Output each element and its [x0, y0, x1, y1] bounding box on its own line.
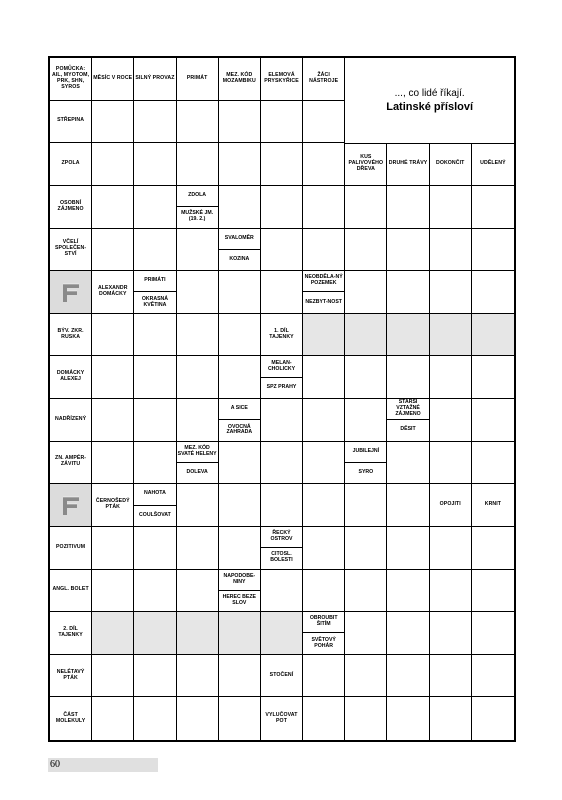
clue-top: SVALOMĚR: [219, 229, 260, 250]
answer-cell[interactable]: [430, 356, 472, 399]
answer-cell[interactable]: [134, 399, 176, 442]
answer-cell[interactable]: [134, 655, 176, 698]
answer-cell[interactable]: [303, 314, 345, 357]
answer-cell[interactable]: [303, 101, 345, 144]
answer-cell[interactable]: [472, 442, 514, 485]
answer-cell[interactable]: [177, 356, 219, 399]
answer-cell[interactable]: [92, 442, 134, 485]
clue-kus-paliv: KUS PALIVOVÉHO DŘEVA: [345, 143, 387, 186]
clue-vylucovat-pot: VYLUČOVAT POT: [261, 697, 303, 740]
clue-bottom: SYRO: [358, 469, 374, 476]
clue-angl-bolet: ANGL. BOLET: [50, 570, 92, 613]
answer-cell[interactable]: [261, 229, 303, 272]
answer-cell[interactable]: [472, 612, 514, 655]
header-zaci: ŽÁCI NÁSTROJE: [303, 58, 345, 101]
answer-cell[interactable]: [387, 697, 429, 740]
answer-cell[interactable]: [177, 314, 219, 357]
corner-logo-icon: [50, 271, 92, 314]
answer-cell[interactable]: [134, 697, 176, 740]
answer-cell[interactable]: [219, 697, 261, 740]
answer-cell[interactable]: [219, 143, 261, 186]
answer-cell[interactable]: [261, 484, 303, 527]
clue-nadrizeny: NADŘÍZENÝ: [50, 399, 92, 442]
clue-jubilejni-syro: [345, 442, 387, 485]
answer-cell[interactable]: [387, 655, 429, 698]
clue-bottom: CITOSL. BOLESTI: [270, 551, 293, 564]
clue-bottom: OKRASNÁ KVĚTINA: [141, 295, 169, 308]
answer-cell[interactable]: [134, 527, 176, 570]
answer-cell[interactable]: [345, 271, 387, 314]
answer-cell[interactable]: [303, 655, 345, 698]
answer-cell[interactable]: [345, 570, 387, 613]
clue-svalomer-kozina: [219, 229, 261, 272]
answer-cell[interactable]: [92, 186, 134, 229]
answer-cell[interactable]: [472, 697, 514, 740]
clue-top: NEOBDĚLA-NÝ POZEMEK: [303, 271, 344, 292]
clue-top: ZDOLA: [177, 186, 218, 207]
answer-cell[interactable]: [303, 527, 345, 570]
clue-top: STARŠÍ VZTAŽNÉ ZÁJMENO: [387, 399, 428, 420]
answer-cell[interactable]: [387, 442, 429, 485]
answer-cell[interactable]: [134, 570, 176, 613]
clue-top: MELAN-CHOLICKY: [261, 356, 302, 377]
answer-cell[interactable]: [261, 143, 303, 186]
answer-cell[interactable]: [92, 399, 134, 442]
answer-cell[interactable]: [387, 229, 429, 272]
answer-cell[interactable]: [430, 655, 472, 698]
answer-cell[interactable]: [219, 314, 261, 357]
clue-udeleny: UDĚLENÝ: [472, 143, 514, 186]
answer-cell[interactable]: [261, 101, 303, 144]
answer-cell[interactable]: [345, 314, 387, 357]
answer-cell[interactable]: [177, 271, 219, 314]
answer-cell[interactable]: [177, 527, 219, 570]
answer-cell[interactable]: [134, 314, 176, 357]
answer-cell[interactable]: [472, 186, 514, 229]
answer-cell[interactable]: [430, 314, 472, 357]
clue-bottom: DĚSIT: [400, 426, 416, 433]
clue-neobdelany-nezbytnost: [303, 271, 345, 314]
answer-cell[interactable]: [261, 399, 303, 442]
clue-top: NAPODOBE-NINY: [219, 570, 260, 591]
clue-bottom: NEZBYT-NOST: [305, 298, 342, 305]
clue-bottom: KOZINA: [229, 255, 250, 262]
answer-cell[interactable]: [134, 101, 176, 144]
answer-cell[interactable]: [472, 570, 514, 613]
clue-domacky-alexej: DOMÁCKY ALEXEJ: [50, 356, 92, 399]
answer-cell[interactable]: [472, 271, 514, 314]
answer-cell[interactable]: [261, 186, 303, 229]
header-silny-provaz: SILNÝ PROVAZ: [134, 58, 176, 101]
answer-cell[interactable]: [430, 570, 472, 613]
clue-top: PRIMÁTI: [134, 271, 175, 292]
answer-cell[interactable]: [303, 570, 345, 613]
answer-cell[interactable]: [345, 229, 387, 272]
clue-bottom: HEREC BEZE SLOV: [222, 594, 257, 606]
proverb-line2: Latinské přísloví: [386, 101, 474, 114]
answer-cell[interactable]: [387, 186, 429, 229]
answer-cell[interactable]: [177, 399, 219, 442]
clue-zn-amper: ZN. AMPÉR-ZÁVITU: [50, 442, 92, 485]
clue-top: NAHOTA: [134, 484, 175, 505]
answer-cell[interactable]: [345, 484, 387, 527]
answer-cell[interactable]: [387, 484, 429, 527]
answer-cell[interactable]: [134, 229, 176, 272]
answer-cell[interactable]: [219, 356, 261, 399]
answer-cell[interactable]: [387, 570, 429, 613]
clue-starsi-desit: [387, 399, 429, 442]
answer-cell[interactable]: [472, 356, 514, 399]
answer-cell[interactable]: [430, 229, 472, 272]
answer-cell[interactable]: [177, 143, 219, 186]
clue-osobni-zajmeno: OSOBNÍ ZÁJMENO: [50, 186, 92, 229]
answer-cell[interactable]: [92, 356, 134, 399]
clue-stoceni: STOČENÍ: [261, 655, 303, 698]
answer-cell[interactable]: [345, 527, 387, 570]
clue-melanch-spz: [261, 356, 303, 399]
header-pomucka: POMŮCKA: AIL, MYOTOM, PRK, SHN, SYROS: [50, 58, 92, 101]
clue-napod-herec: [219, 570, 261, 613]
answer-cell[interactable]: [387, 314, 429, 357]
answer-cell[interactable]: [92, 101, 134, 144]
clue-cernosedy: ČERNOŠEDÝ PTÁK: [92, 484, 134, 527]
clue-pozitivum: POZITIVUM: [50, 527, 92, 570]
answer-cell[interactable]: [303, 484, 345, 527]
answer-cell[interactable]: [92, 570, 134, 613]
answer-cell[interactable]: [303, 697, 345, 740]
clue-opojiti: OPOJITI: [430, 484, 472, 527]
answer-cell[interactable]: [177, 612, 219, 655]
clue-helena-doleva: [177, 442, 219, 485]
clue-alexandr: ALEXANDR DOMÁCKY: [92, 271, 134, 314]
answer-cell[interactable]: [219, 655, 261, 698]
answer-cell[interactable]: [303, 442, 345, 485]
answer-cell[interactable]: [92, 143, 134, 186]
clue-bottom: DOLEVA: [186, 469, 208, 476]
clue-top: A SICE: [219, 399, 260, 420]
clue-obroubit-pohar: [303, 612, 345, 655]
clue-nahota-coulsovat: [134, 484, 176, 527]
answer-cell[interactable]: [472, 314, 514, 357]
answer-cell[interactable]: [219, 101, 261, 144]
clue-vceli: VČELÍ SPOLEČEN-STVÍ: [50, 229, 92, 272]
answer-cell[interactable]: [177, 101, 219, 144]
clue-bottom: SVĚTOVÝ POHÁR: [311, 636, 336, 649]
clue-dokoncit: DOKONČIT: [430, 143, 472, 186]
clue-bottom: COULŠOVAT: [139, 511, 171, 518]
answer-cell[interactable]: [472, 655, 514, 698]
clue-top: MEZ. KÓD SVATÉ HELENY: [177, 442, 218, 463]
clue-zpola: ZPOLA: [50, 143, 92, 186]
answer-cell[interactable]: [134, 143, 176, 186]
clue-krnit: KRNIT: [472, 484, 514, 527]
answer-cell[interactable]: [92, 612, 134, 655]
answer-cell[interactable]: [387, 612, 429, 655]
answer-cell[interactable]: [472, 399, 514, 442]
answer-cell[interactable]: [345, 612, 387, 655]
answer-cell[interactable]: [387, 271, 429, 314]
answer-cell[interactable]: [177, 229, 219, 272]
answer-cell[interactable]: [261, 570, 303, 613]
answer-cell[interactable]: [472, 229, 514, 272]
answer-cell[interactable]: [92, 229, 134, 272]
answer-cell[interactable]: [177, 655, 219, 698]
clue-asice-ovocna: [219, 399, 261, 442]
answer-cell[interactable]: [430, 612, 472, 655]
clue-recky-citosl: [261, 527, 303, 570]
clue-cast-molekuly: ČÁST MOLEKULY: [50, 697, 92, 740]
header-mesic: MĚSÍC V ROCE: [92, 58, 134, 101]
clue-bottom: MUŽSKÉ JM. (19. 2.): [181, 210, 214, 223]
answer-cell[interactable]: [303, 399, 345, 442]
clue-druhe-travy: DRUHÉ TRÁVY: [387, 143, 429, 186]
proverb-clue: [345, 58, 514, 144]
answer-cell[interactable]: [134, 356, 176, 399]
clue-bottom: SPZ PRAHY: [266, 383, 297, 390]
clue-tajenka2: 2. DÍL TAJENKY: [50, 612, 92, 655]
proverb-line1: ..., co lidé říkají.: [394, 88, 465, 100]
answer-cell[interactable]: [177, 484, 219, 527]
answer-cell[interactable]: [219, 442, 261, 485]
page-number: 60: [50, 759, 60, 770]
header-primat: PRIMÁT: [177, 58, 219, 101]
clue-bottom: OVOCNÁ ZAHRADA: [226, 423, 253, 436]
clue-tajenka1: 1. DÍL TAJENKY: [261, 314, 303, 357]
answer-cell[interactable]: [261, 271, 303, 314]
answer-cell[interactable]: [261, 442, 303, 485]
answer-cell[interactable]: [134, 442, 176, 485]
answer-cell[interactable]: [345, 399, 387, 442]
answer-cell[interactable]: [345, 655, 387, 698]
answer-cell[interactable]: [387, 356, 429, 399]
answer-cell[interactable]: [430, 399, 472, 442]
clue-nelet-ptak: NELÉTAVÝ PTÁK: [50, 655, 92, 698]
answer-cell[interactable]: [219, 484, 261, 527]
answer-cell[interactable]: [92, 697, 134, 740]
answer-cell[interactable]: [430, 442, 472, 485]
answer-cell[interactable]: [430, 697, 472, 740]
answer-cell[interactable]: [219, 612, 261, 655]
answer-cell[interactable]: [219, 271, 261, 314]
clue-strepina: STŘEPINA: [50, 101, 92, 144]
answer-cell[interactable]: [92, 314, 134, 357]
answer-cell[interactable]: [303, 356, 345, 399]
answer-cell[interactable]: [430, 271, 472, 314]
clue-top: JUBILEJNÍ: [345, 442, 386, 463]
answer-cell[interactable]: [472, 527, 514, 570]
clue-top: ŘECKÝ OSTROV: [261, 527, 302, 548]
answer-cell[interactable]: [219, 527, 261, 570]
header-mez-kod: MEZ. KÓD MOZAMBIKU: [219, 58, 261, 101]
clue-zdola-muzske: [177, 186, 219, 229]
answer-cell[interactable]: [134, 612, 176, 655]
answer-cell[interactable]: [303, 186, 345, 229]
page-footer: [48, 758, 158, 772]
answer-cell[interactable]: [345, 186, 387, 229]
clue-byv-zkr: BÝV. ZKR. RUSKA: [50, 314, 92, 357]
answer-cell[interactable]: [261, 612, 303, 655]
crossword-grid: [48, 56, 516, 742]
clue-primati-okrasna: [134, 271, 176, 314]
header-elemova: ELEMOVÁ PRYSKYŘICE: [261, 58, 303, 101]
corner-logo-icon: [50, 484, 92, 527]
answer-cell[interactable]: [345, 697, 387, 740]
answer-cell[interactable]: [387, 527, 429, 570]
answer-cell[interactable]: [430, 527, 472, 570]
answer-cell[interactable]: [177, 697, 219, 740]
answer-cell[interactable]: [303, 229, 345, 272]
answer-cell[interactable]: [303, 143, 345, 186]
answer-cell[interactable]: [177, 570, 219, 613]
answer-cell[interactable]: [345, 356, 387, 399]
answer-cell[interactable]: [92, 527, 134, 570]
clue-top: OBROUBIT ŠITÍM: [303, 612, 344, 633]
answer-cell[interactable]: [219, 186, 261, 229]
answer-cell[interactable]: [92, 655, 134, 698]
answer-cell[interactable]: [134, 186, 176, 229]
answer-cell[interactable]: [430, 186, 472, 229]
